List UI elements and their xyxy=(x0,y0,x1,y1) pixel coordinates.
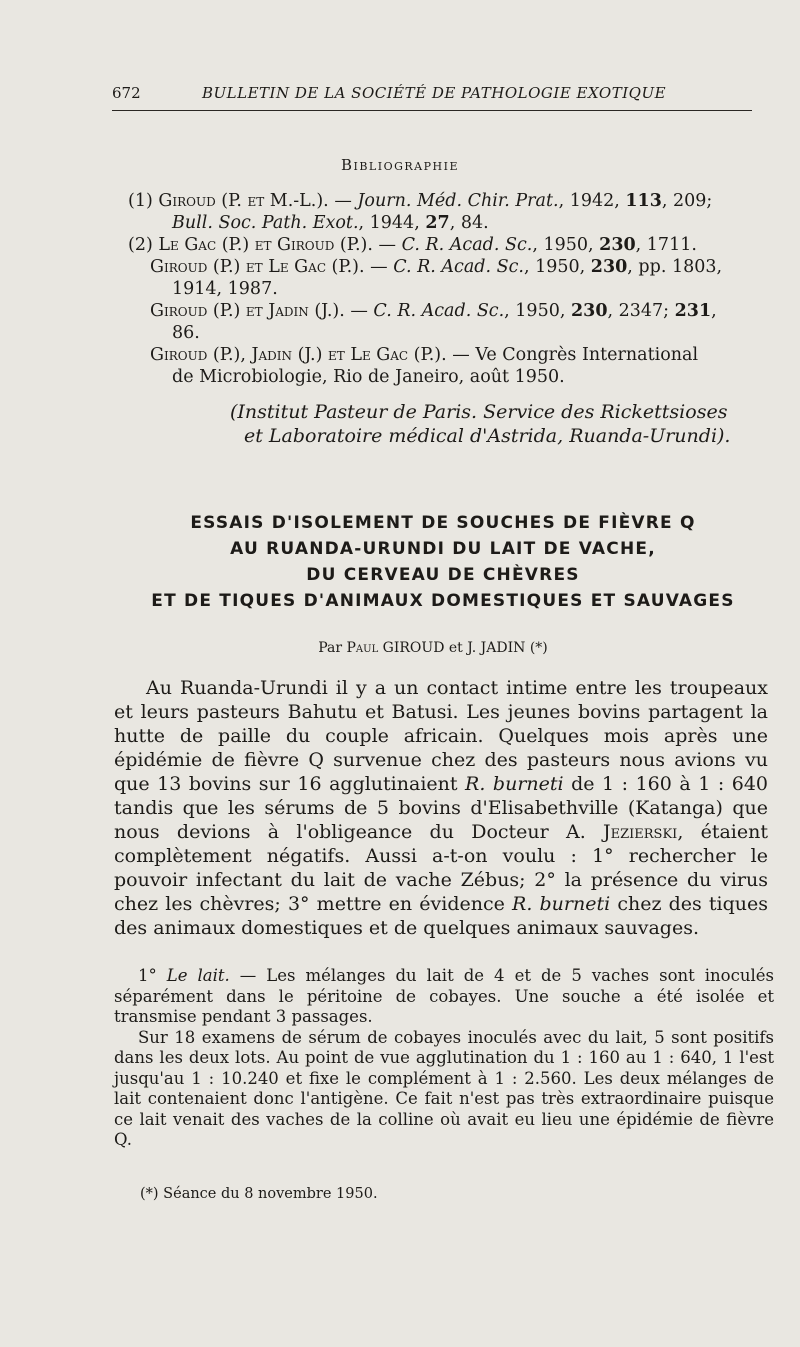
body-paragraph: Au Ruanda-Urundi il y a un contact intime entre les troupeaux et leurs pasteurs Bahutu et Batusi. Les jeunes bovins partagent la hutte de paille du couple africain. Quelques mois après une épidémie de fièvre Q survenue chez des pasteurs nous avions vu que 13 bovins sur 16 agglutinaient R. burneti de 1 : 160 à 1 : 640 tandis que les sérums de 5 bovins d'Elisabethville (Katanga) que nous devions à l'obligeance du Docteur A. Jezierski, étaient complètement négatifs. Aussi a-t-on voulu : 1° rechercher le pouvoir infectant du lait de vache Zébus; 2° la présence du virus chez les chèvres; 3° mettre en évidence R. burneti chez des tiques des animaux domestiques et de quelques animaux sauvages. xyxy=(114,677,769,939)
section-paragraph: 1° Le lait. — Les mélanges du lait de 4 et de 5 vaches sont inoculés séparément dans le péritoine de cobayes. Une souche a été isolée et transmise pendant 3 passages. xyxy=(114,966,774,1026)
bibliography-heading: Bibliographie xyxy=(340,156,459,174)
bibliography-list xyxy=(128,190,768,388)
section-paragraph: Sur 18 examens de sérum de cobayes inoculés avec du lait, 5 sont positifs dans les deux lots. Au point de vue agglutination du 1 : 160 au 1 : 640, 1 l'est jusqu'au 1 : 10.240 et fixe le complément à 1 : 2.560. Les deux mélanges de lait contenaient donc l'antigène. Ce fait n'est pas très extraordinaire puisque ce lait venait des vaches de la colline où avait eu lieu une épidémie de fièvre Q. xyxy=(114,1027,774,1149)
bib-entry: (2) Le Gac (P.) et Giroud (P.). — C. R. Acad. Sc., 1950, 230, 1711. xyxy=(128,235,697,255)
bib-entry: Giroud (P.) et Jadin (J.). — C. R. Acad. Sc., 1950, 230, 2347; 231, xyxy=(150,301,717,321)
bib-entry: Giroud (P.) et Le Gac (P.). — C. R. Acad. Sc., 1950, 230, pp. 1803, xyxy=(150,257,723,277)
page-number: 672 xyxy=(112,84,141,102)
bib-entry-continuation: Bull. Soc. Path. Exot., 1944, 27, 84. xyxy=(172,213,489,233)
running-header xyxy=(112,80,752,111)
section-milk xyxy=(114,966,774,1151)
article-title: ESSAIS D'ISOLEMENT DE SOUCHES DE FIÈVRE Q AU RUANDA-URUNDI DU LAIT DE VACHE, DU CERVEAU DE CHÈVRES ET DE TIQUES D'ANIMAUX DOMESTIQUES ET SAUVAGES xyxy=(151,513,735,611)
bib-entry-continuation: de Microbiologie, Rio de Janeiro, août 1950. xyxy=(172,367,565,387)
journal-title: BULLETIN DE LA SOCIÉTÉ DE PATHOLOGIE EXOTIQUE xyxy=(202,84,667,102)
bib-entry: (1) Giroud (P. et M.-L.). — Journ. Méd. Chir. Prat., 1942, 113, 209; xyxy=(128,191,713,211)
article-authors: Par Paul GIROUD et J. JADIN (*) xyxy=(318,640,548,656)
bib-entry: Giroud (P.), Jadin (J.) et Le Gac (P.). — Ve Congrès International xyxy=(150,345,699,365)
bib-entry-continuation: 1914, 1987. xyxy=(172,279,278,299)
bib-entry-continuation: 86. xyxy=(172,323,200,343)
affiliation: (Institut Pasteur de Paris. Service des Rickettsioses et Laboratoire médical d'Astrida, Ruanda-Urundi). xyxy=(230,401,731,447)
footnote: (*) Séance du 8 novembre 1950. xyxy=(140,1186,378,1202)
